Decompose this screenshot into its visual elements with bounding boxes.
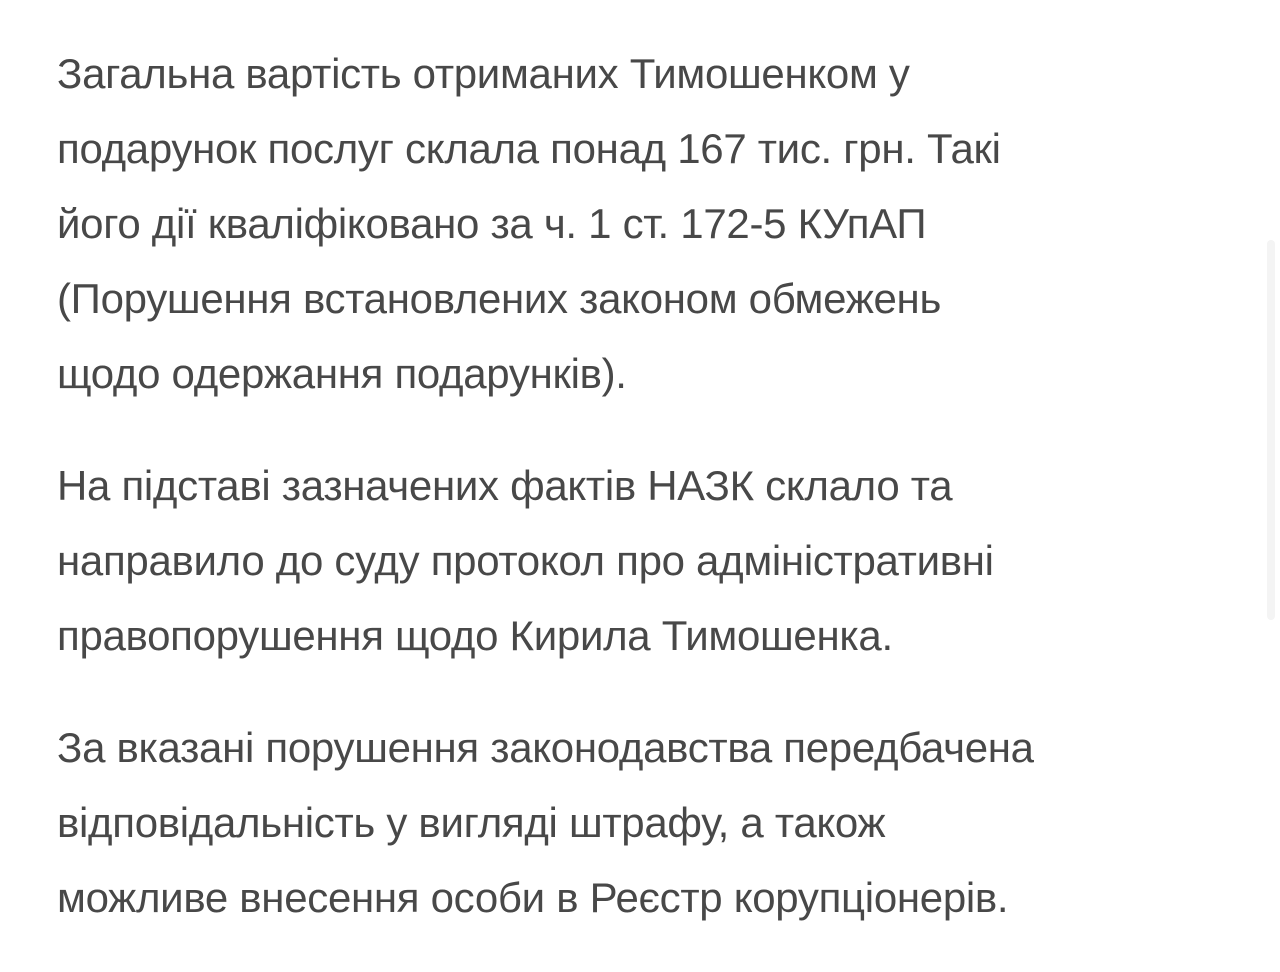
text-line: За вказані порушення законодавства передбачена — [57, 724, 1034, 771]
paragraph — [57, 448, 1217, 673]
article-text — [57, 36, 1217, 972]
text-line: правопорушення щодо Кирила Тимошенка. — [57, 612, 893, 659]
paragraph — [57, 710, 1217, 935]
text-line: подарунок послуг склала понад 167 тис. грн. Такі — [57, 125, 1001, 172]
text-line: На підставі зазначених фактів НАЗК склало та — [57, 462, 953, 509]
scrollbar-thumb[interactable] — [1267, 240, 1275, 620]
text-line: (Порушення встановлених законом обмежень — [57, 275, 942, 322]
text-line: його дії кваліфіковано за ч. 1 ст. 172-5 КУпАП — [57, 200, 927, 247]
paragraph — [57, 36, 1217, 411]
text-line: відповідальність у вигляді штрафу, а також — [57, 799, 886, 846]
text-line: Загальна вартість отриманих Тимошенком у — [57, 50, 910, 97]
text-line: направило до суду протокол про адміністративні — [57, 537, 994, 584]
text-line: можливе внесення особи в Реєстр корупціонерів. — [57, 874, 1009, 921]
text-line: щодо одержання подарунків). — [57, 350, 627, 397]
